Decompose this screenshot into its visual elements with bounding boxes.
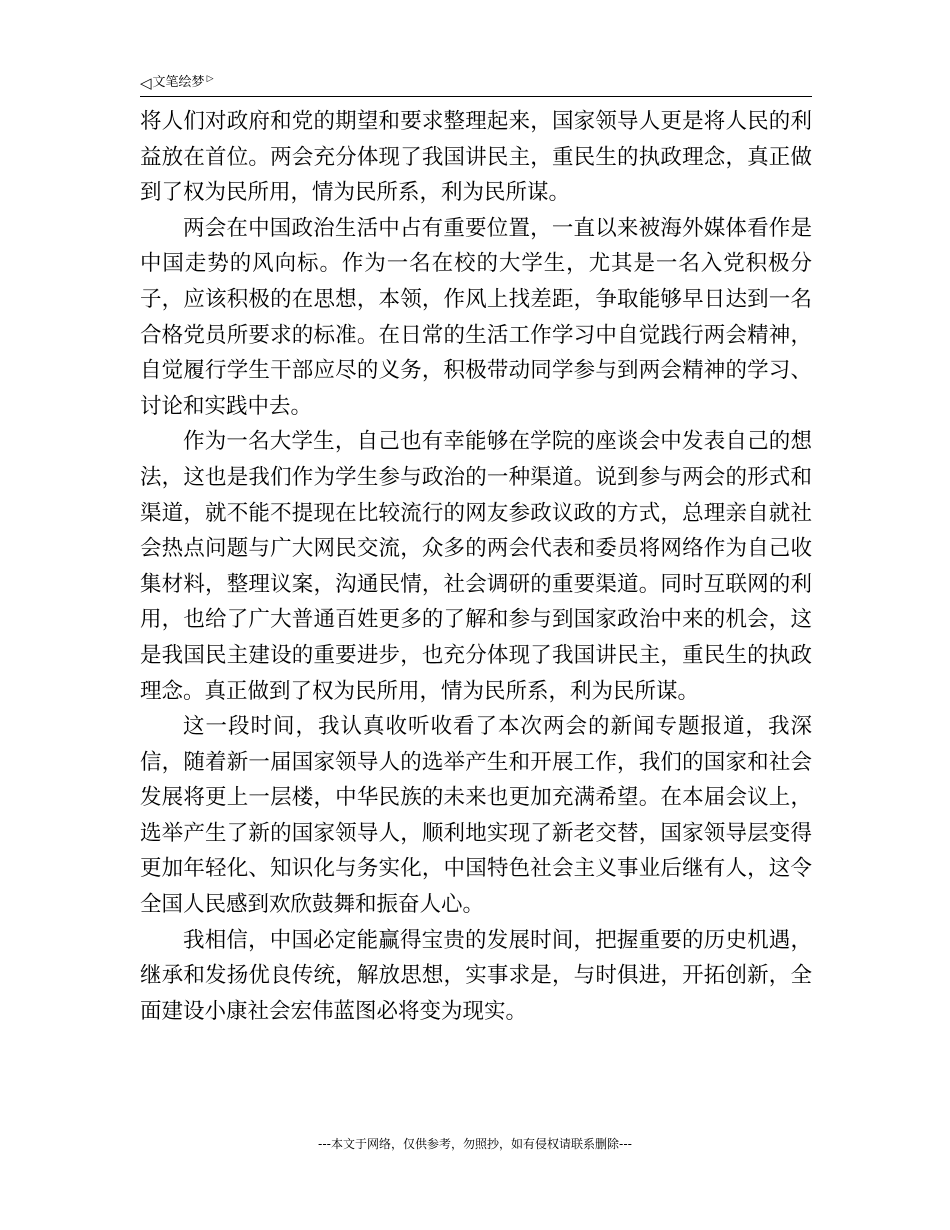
paragraph-conclusion: 我相信，中国必定能赢得宝贵的发展时间，把握重要的历史机遇，继承和发扬优良传统，解放思想，实事求是，与时俱进，开拓创新，全面建设小康社会宏伟蓝图必将变为现实。 — [140, 927, 812, 1024]
paragraph-student-participation: 作为一名大学生，自己也有幸能够在学院的座谈会中发表自己的想法，这也是我们作为学生参与政治的一种渠道。说到参与两会的形式和渠道，就不能不提现在比较流行的网友参政议政的方式，总理亲自就社会热点问题与广大网民交流，众多的两会代表和委员将网络作为自己收集材料，整理议案，沟通民情，社会调研的重要渠道。同时互联网的利用，也给了广大普通百姓更多的了解和参与到国家政治中来的机会，这是我国民主建设的重要进步，也充分体现了我国讲民主，重民生的执政理念。真正做到了权为民所用，情为民所系，利为民所谋。 — [140, 429, 812, 704]
header-label — [140, 74, 213, 92]
triangle-right-icon: ▷ — [206, 74, 214, 84]
paragraph-news-reports: 这一段时间，我认真收听收看了本次两会的新闻专题报道，我深信，随着新一届国家领导人的选举产生和开展工作，我们的国家和社会发展将更上一层楼，中华民族的未来也更加充满希望。在本届会议上，选举产生了新的国家领导人，顺利地实现了新老交替，国家领导层变得更加年轻化、知识化与务实化，中国特色社会主义事业后继有人，这令全国人民感到欢欣鼓舞和振奋人心。 — [140, 714, 812, 918]
header-title: 文笔绘梦 — [152, 75, 205, 90]
footer-disclaimer: ---本文于网络，仅供参考，勿照抄，如有侵权请联系删除--- — [318, 1137, 632, 1151]
triangle-left-icon: ◁ — [140, 74, 152, 92]
paragraph-continuation: 将人们对政府和党的期望和要求整理起来，国家领导人更是将人民的利益放在首位。两会充分体现了我国讲民主，重民生的执政理念，真正做到了权为民所用，情为民所系，利为民所谋。 — [140, 109, 812, 206]
paragraph-lianghui-position: 两会在中国政治生活中占有重要位置，一直以来被海外媒体看作是中国走势的风向标。作为一名在校的大学生，尤其是一名入党积极分子，应该积极的在思想，本领，作风上找差距，争取能够早日达到一名合格党员所要求的标准。在日常的生活工作学习中自觉践行两会精神，自觉履行学生干部应尽的义务，积极带动同学参与到两会精神的学习、讨论和实践中去。 — [140, 215, 812, 419]
document-body — [140, 104, 812, 1029]
page-header — [140, 72, 812, 97]
